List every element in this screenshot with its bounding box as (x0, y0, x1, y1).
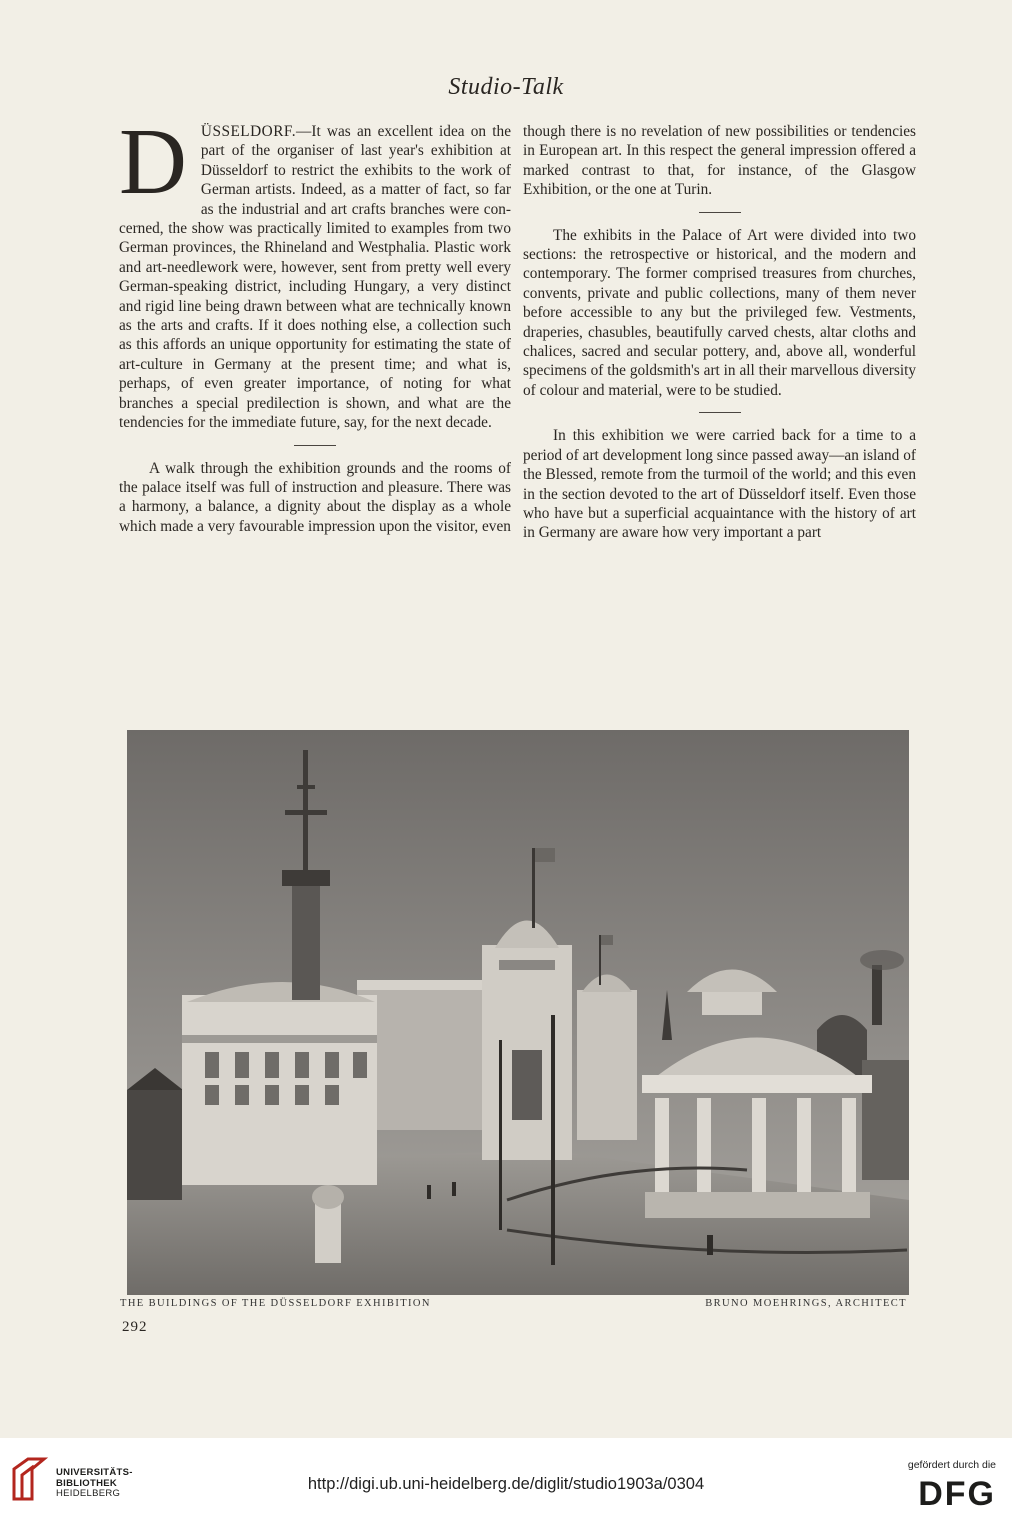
paragraph: In this exhibition we were carried back for a time to a period of art development long since passed away—an island of the Blessed, remote from the turmoil of the world; and this even in the section devoted to the art of Düsseldorf itself. Even those who have but a superficial acquaintance with the history of art in Germany are aware how very important a part (523, 427, 916, 542)
section-rule (699, 412, 741, 413)
paragraph-text: —It was an excellent idea on the part of the organiser of last year's exhibition at Düsseldorf to restrict the exhibits to the work of German artists. Indeed, as a matter of fact, so far as the industrial and art crafts branches were concerned, the show was practically limited to examples from two German provinces, the Rhineland and Westphalia. Plastic work and art-needlework were, however, sent from pretty well every German-speaking district, including Hungary, a very distinct and rigid line being drawn between what are technically known as the arts and crafts. If it does nothing else, a collection such as this affords an unique opportunity for estimating the state of art-culture in Germany at the present time; and what is, perhaps, of even greater importance, of noting for what branches a special predilection is shown, and what are the tendencies for the immediate future, say, for the next decade. (119, 123, 511, 432)
section-rule (294, 445, 336, 446)
plate-caption: THE BUILDINGS OF THE DÜSSELDORF EXHIBITION (120, 1298, 431, 1309)
funding-note: gefördert durch die (907, 1459, 996, 1471)
photograph-illustration (127, 730, 909, 1295)
section-rule (699, 212, 741, 213)
exhibition-photograph (127, 730, 909, 1295)
paragraph: The exhibits in the Palace of Art were divided into two sections: the retrospective or historical, and the modern and contemporary. The former comprised treasures from churches, convents, private and public collections, many of them never before accessible to any but the privileged few. Vestments, draperies, chasubles, beautifully carved chests, altar cloths and chalices, sacred and secular pottery, and, above all, wonderful specimens of the goldsmith's art in all their marvellous diversity of colour and material, were to be studied. (523, 226, 916, 399)
opening-word: ÜSSELDORF. (200, 123, 297, 140)
paragraph: A walk through the exhibition grounds and the rooms of the palace itself was full of instruction and pleasure. There was a harmony, a balance, a dignity about the display as a whole which made a very favourable impression upon the visitor, even (119, 459, 511, 535)
plate-credit: BRUNO MOEHRINGS, ARCHITECT (705, 1298, 907, 1309)
running-head: Studio-Talk (448, 74, 564, 100)
left-column (119, 110, 511, 536)
drop-cap: D (119, 110, 187, 214)
paragraph: though there is no revelation of new possibilities or tendencies in European art. In this respect the general impression offered a marked contrast to that, for instance, of the Glasgow Exhibition, or the one at Turin. (523, 123, 916, 199)
dfg-logo: DFG (918, 1475, 996, 1513)
university-library-name: UNIVERSITÄTS- BIBLIOTHEK HEIDELBERG (56, 1467, 133, 1499)
paragraph (119, 110, 511, 433)
page-number: 292 (122, 1319, 148, 1335)
right-column (523, 122, 916, 543)
digitization-footer (0, 1438, 1012, 1525)
permalink-url[interactable]: http://digi.ub.uni-heidelberg.de/diglit/studio1903a/0304 (307, 1475, 705, 1493)
